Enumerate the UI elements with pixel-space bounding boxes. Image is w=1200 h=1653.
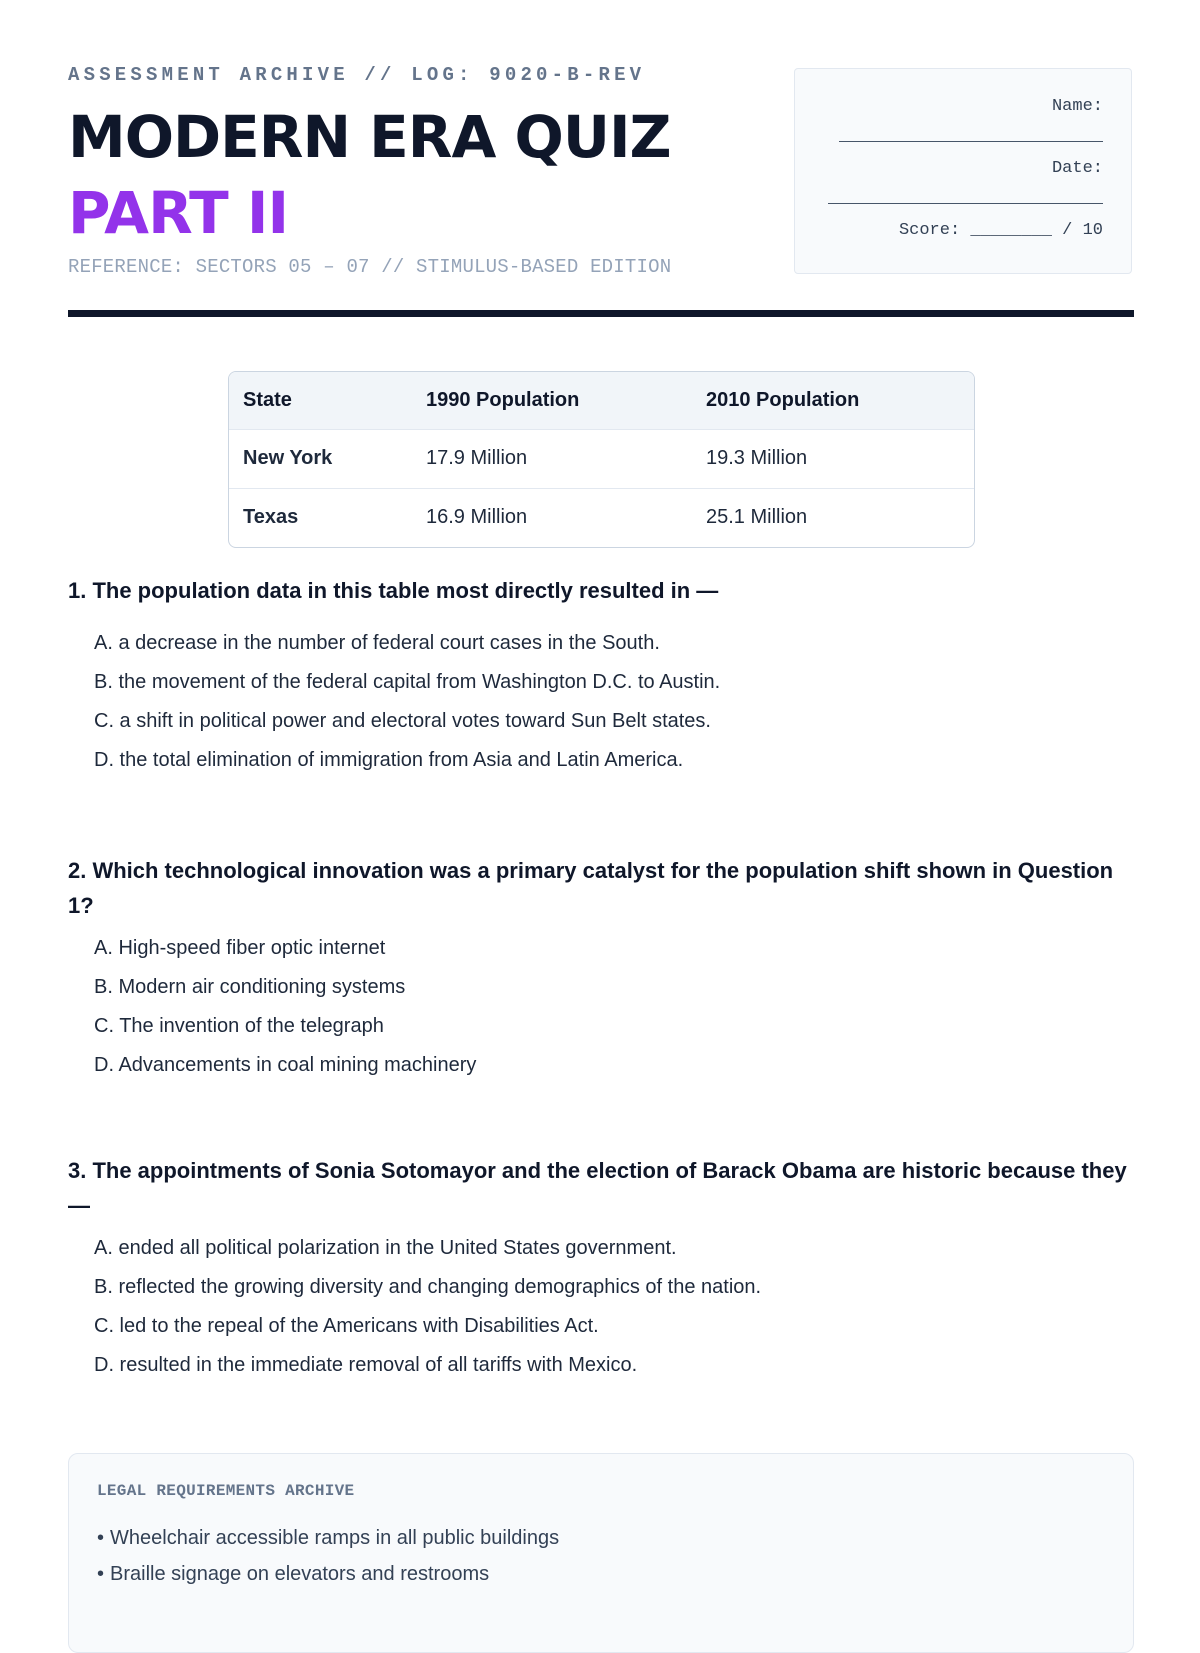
table-cell: 25.1 Million [706, 506, 808, 528]
answer-option[interactable]: B. reflected the growing diversity and changing demographics of the nation. [94, 1276, 762, 1298]
answer-option[interactable]: C. The invention of the telegraph [94, 1015, 384, 1037]
quiz-part-title: PART II [68, 179, 289, 247]
answer-option[interactable]: D. resulted in the immediate removal of all tariffs with Mexico. [94, 1354, 638, 1376]
answer-options [68, 929, 1134, 1085]
question-text: 1. The population data in this table most directly resulted in — [68, 578, 719, 603]
table-cell: 17.9 Million [426, 447, 528, 469]
question-text: 3. The appointments of Sonia Sotomayor and the election of Barack Obama are historic because they — [68, 1158, 1127, 1218]
question-3 [68, 1153, 1134, 1385]
legal-requirements-box [68, 1453, 1134, 1653]
bullet-icon: • [97, 1527, 105, 1549]
name-field[interactable] [839, 141, 1103, 142]
student-info-box [794, 68, 1132, 274]
quiz-header [68, 0, 1134, 318]
archive-log-label: ASSESSMENT ARCHIVE // LOG: 9020-B-REV [68, 64, 646, 86]
list-item [97, 1556, 559, 1592]
answer-option[interactable]: D. Advancements in coal mining machinery [94, 1054, 477, 1076]
answer-option[interactable]: A. a decrease in the number of federal court cases in the South. [94, 632, 660, 654]
table-row [229, 488, 974, 547]
reference-line: REFERENCE: SECTORS 05 – 07 // STIMULUS-BASED EDITION [68, 256, 672, 278]
list-item-text: Wheelchair accessible ramps in all public buildings [110, 1527, 560, 1549]
table-header-cell: 1990 Population [426, 389, 580, 411]
answer-option[interactable]: B. Modern air conditioning systems [94, 976, 406, 998]
score-label: Score: ________ / 10 [898, 221, 1103, 240]
answer-option[interactable]: C. led to the repeal of the Americans with Disabilities Act. [94, 1315, 599, 1337]
table-cell: 16.9 Million [426, 506, 528, 528]
date-label: Date: [1051, 159, 1103, 178]
answer-option[interactable]: C. a shift in political power and electoral votes toward Sun Belt states. [94, 710, 711, 732]
date-field[interactable] [828, 203, 1103, 204]
answer-options [68, 624, 1134, 780]
answer-option[interactable]: B. the movement of the federal capital from Washington D.C. to Austin. [94, 671, 721, 693]
header-divider [68, 310, 1134, 317]
list-item-text: Braille signage on elevators and restrooms [110, 1563, 490, 1585]
answer-options [68, 1229, 1134, 1385]
answer-option[interactable]: A. High-speed fiber optic internet [94, 937, 386, 959]
table-header-cell: 2010 Population [706, 389, 860, 411]
table-header-cell: State [243, 389, 292, 411]
table-header-row [229, 372, 974, 429]
answer-option[interactable]: A. ended all political polarization in the United States government. [94, 1237, 677, 1259]
quiz-title: MODERN ERA QUIZ [68, 103, 671, 171]
answer-option[interactable]: D. the total elimination of immigration from Asia and Latin America. [94, 749, 684, 771]
question-2 [68, 853, 1134, 1085]
question-text: 2. Which technological innovation was a primary catalyst for the population shift shown in Question 1? [68, 858, 1114, 918]
list-item [97, 1520, 559, 1556]
table-cell: 19.3 Million [706, 447, 808, 469]
legal-requirements-list [97, 1520, 559, 1592]
table-cell-state: New York [243, 447, 333, 469]
legal-archive-title: LEGAL REQUIREMENTS ARCHIVE [97, 1482, 355, 1500]
table-row [229, 429, 974, 488]
table-cell-state: Texas [243, 506, 299, 528]
question-1 [68, 573, 1134, 780]
quiz-page [68, 0, 1134, 1585]
population-table [228, 371, 975, 548]
name-label: Name: [1051, 97, 1103, 116]
bullet-icon: • [97, 1563, 105, 1585]
